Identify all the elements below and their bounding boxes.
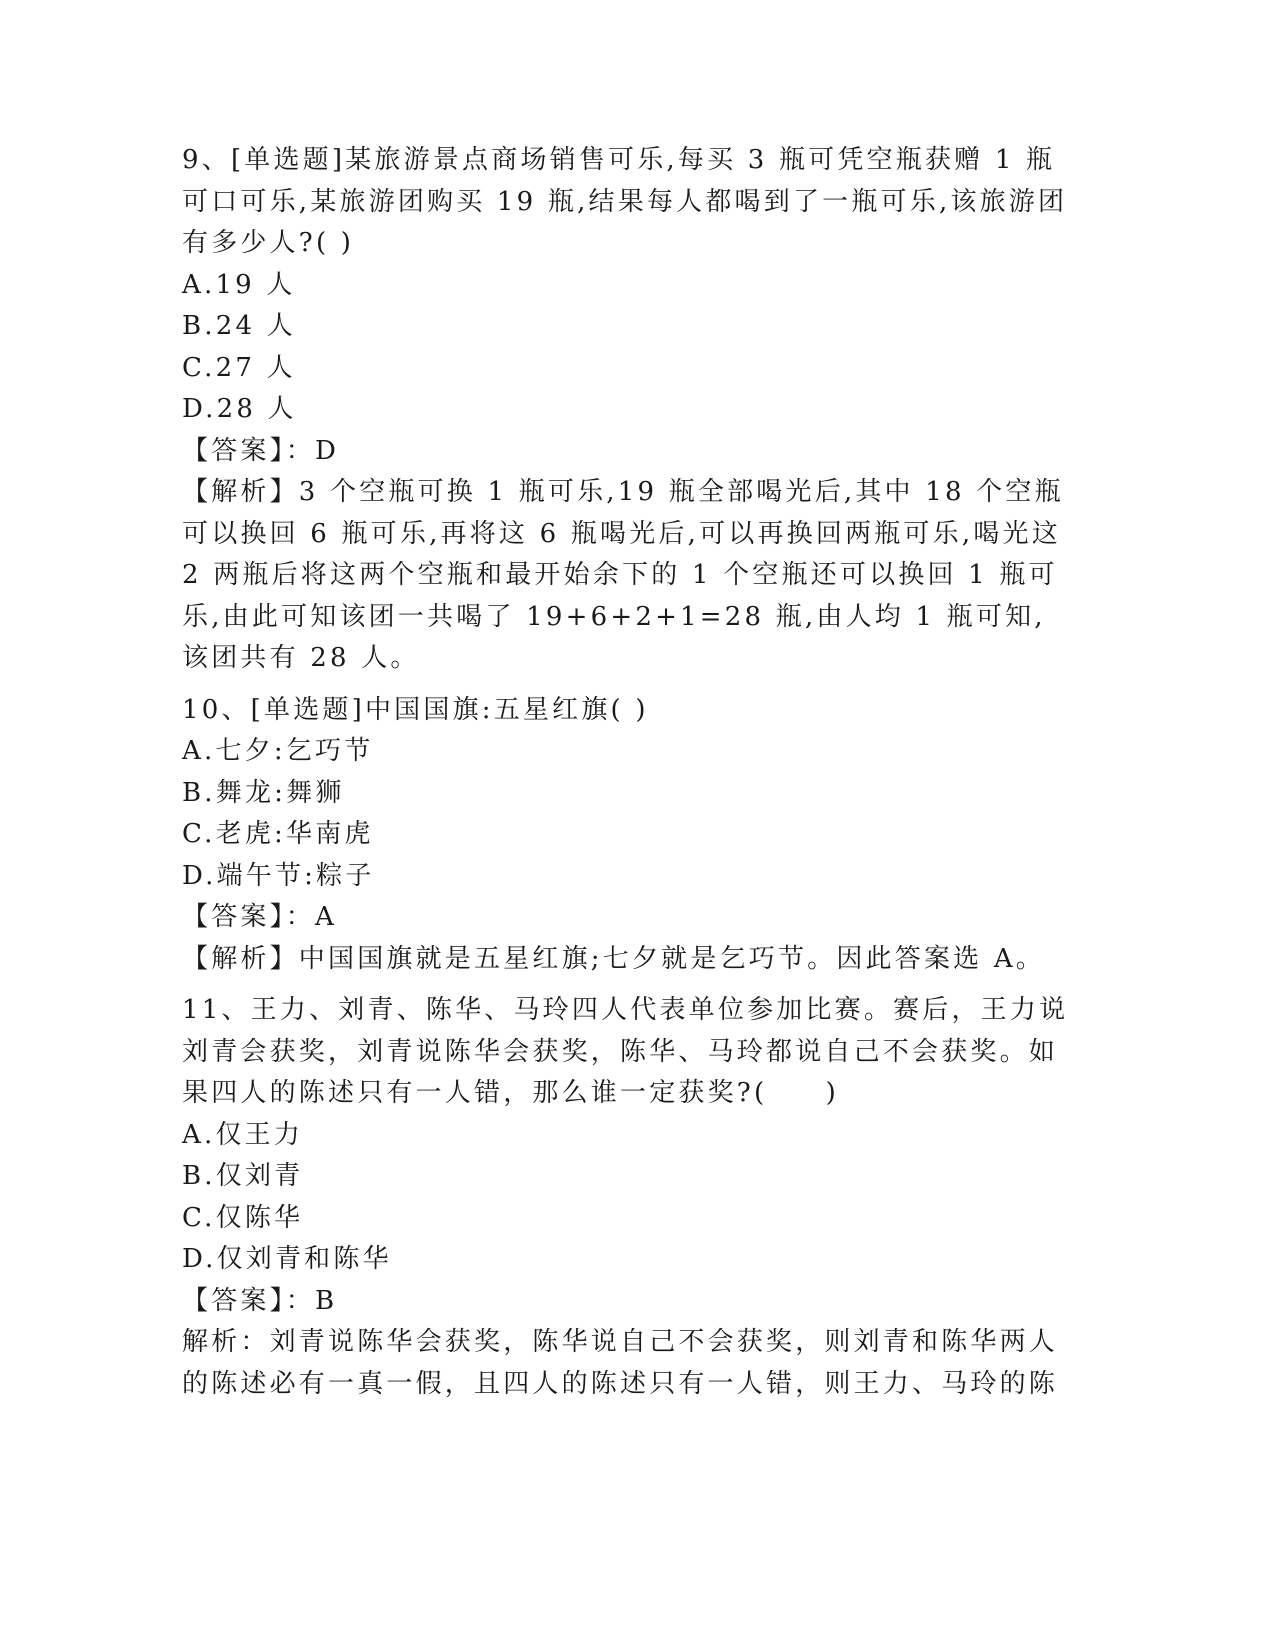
option-c: C.老虎:华南虎 (182, 819, 374, 849)
question-9 (182, 140, 1095, 680)
question-stem: 11、王力、刘青、陈华、马玲四人代表单位参加比赛。赛后，王力说刘青会获奖，刘青说陈华会获奖，陈华、马玲都说自己不会获奖。如果四人的陈述只有一人错，那么谁一定获奖?( ) (182, 995, 1069, 1108)
question-stem: 10、[单选题]中国国旗:五星红旗( ) (182, 694, 649, 725)
option-c: C.27 人 (182, 352, 296, 383)
option-a: A.19 人 (182, 269, 296, 300)
option-b: B.24 人 (182, 311, 296, 341)
option-c: C.仅陈华 (182, 1202, 304, 1233)
question-11 (182, 990, 1095, 1405)
option-a: A.七夕:乞巧节 (182, 736, 374, 766)
option-a: A.仅王力 (182, 1119, 304, 1150)
answer-line: 【答案】：B (182, 1285, 338, 1316)
analysis-paragraph: 解析：刘青说陈华会获奖，陈华说自己不会获奖，则刘青和陈华两人的陈述必有一真一假，且四人的陈述只有一人错，则王力、马玲的陈 (182, 1327, 1059, 1399)
analysis-paragraph: 【解析】3 个空瓶可换 1 瓶可乐,19 瓶全部喝光后,其中 18 个空瓶可以换回 6 瓶可乐,再将这 6 瓶喝光后,可以再换回两瓶可乐,喝光这 2 两瓶后将这两个空瓶和最开始余下的 1 个空瓶还可以换回 1 瓶可乐,由此可知该团一共喝了 19+6+2+1=28 瓶,由人均 1 瓶可知,该团共有 28 人。 (182, 477, 1064, 673)
option-d: D.仅刘青和陈华 (182, 1244, 392, 1274)
question-stem: 9、[单选题]某旅游景点商场销售可乐,每买 3 瓶可凭空瓶获赠 1 瓶可口可乐,某旅游团购买 19 瓶,结果每人都喝到了一瓶可乐,该旅游团有多少人?( ) (182, 145, 1068, 258)
option-d: D.端午节:粽子 (182, 860, 375, 891)
analysis-paragraph: 【解析】中国国旗就是五星红旗;七夕就是乞巧节。因此答案选 A。 (182, 943, 1046, 974)
question-10 (182, 690, 1095, 981)
option-d: D.28 人 (182, 394, 297, 424)
answer-line: 【答案】：A (182, 902, 337, 932)
option-b: B.仅刘青 (182, 1161, 304, 1191)
answer-line: 【答案】：D (182, 435, 340, 466)
option-b: B.舞龙:舞狮 (182, 777, 345, 808)
